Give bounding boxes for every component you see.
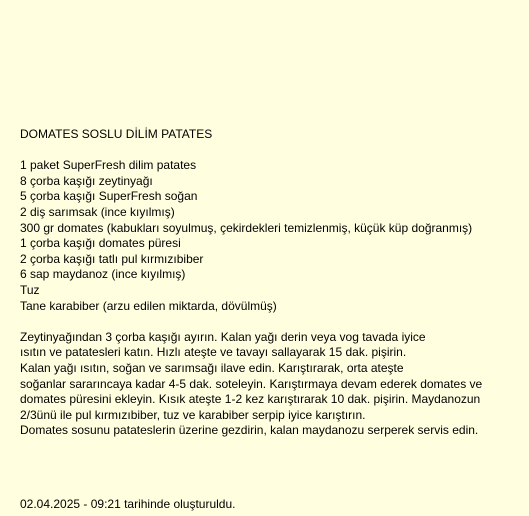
- ingredient-item: 2 diş sarımsak (ince kıyılmış): [20, 204, 175, 219]
- directions-line: Zeytinyağından 3 çorba kaşığı ayırın. Kalan yağı derin veya vog tavada iyice: [20, 329, 426, 344]
- ingredient-item: 300 gr domates (kabukları soyulmuş, çekirdekleri temizlenmiş, küçük küp doğranmış): [20, 220, 473, 235]
- ingredient-item: 2 çorba kaşığı tatlı pul kırmızıbiber: [20, 251, 204, 266]
- directions-block: [20, 330, 525, 439]
- directions-line: Domates sosunu patateslerin üzerine gezdirin, kalan maydanozu serperek servis edin.: [20, 423, 479, 438]
- recipe-document: [20, 127, 525, 439]
- ingredient-item: 1 paket SuperFresh dilim patates: [20, 158, 197, 173]
- ingredient-item: 8 çorba kaşığı zeytinyağı: [20, 173, 153, 188]
- directions-line: Kalan yağı ısıtın, soğan ve sarımsağı ilave edin. Karıştırarak, orta ateşte: [20, 360, 404, 375]
- ingredient-item: 5 çorba kaşığı SuperFresh soğan: [20, 189, 198, 204]
- ingredient-item: 1 çorba kaşığı domates püresi: [20, 236, 181, 251]
- ingredient-item: Tane karabiber (arzu edilen miktarda, dövülmüş): [20, 298, 277, 313]
- ingredient-item: 6 sap maydanoz (ince kıyılmış): [20, 267, 186, 282]
- directions-line: domates püresini ekleyin. Kısık ateşte 1-2 kez karıştırarak 10 dak. pişirin. Maydanozun: [20, 392, 481, 407]
- created-timestamp: 02.04.2025 - 09:21 tarihinde oluşturuldu.: [20, 497, 236, 511]
- directions-line: 2/3ünü ile pul kırmızıbiber, tuz ve karabiber serpip iyice karıştırın.: [20, 407, 366, 422]
- recipe-title: DOMATES SOSLU DİLİM PATATES: [20, 127, 213, 141]
- ingredients-list: [20, 158, 525, 314]
- ingredient-item: Tuz: [20, 282, 40, 297]
- directions-line: ısıtın ve patatesleri katın. Hızlı ateşte ve tavayı sallayarak 15 dak. pişirin.: [20, 345, 407, 360]
- directions-line: soğanlar sararıncaya kadar 4-5 dak. soteleyin. Karıştırmaya devam ederek domates ve: [20, 376, 483, 391]
